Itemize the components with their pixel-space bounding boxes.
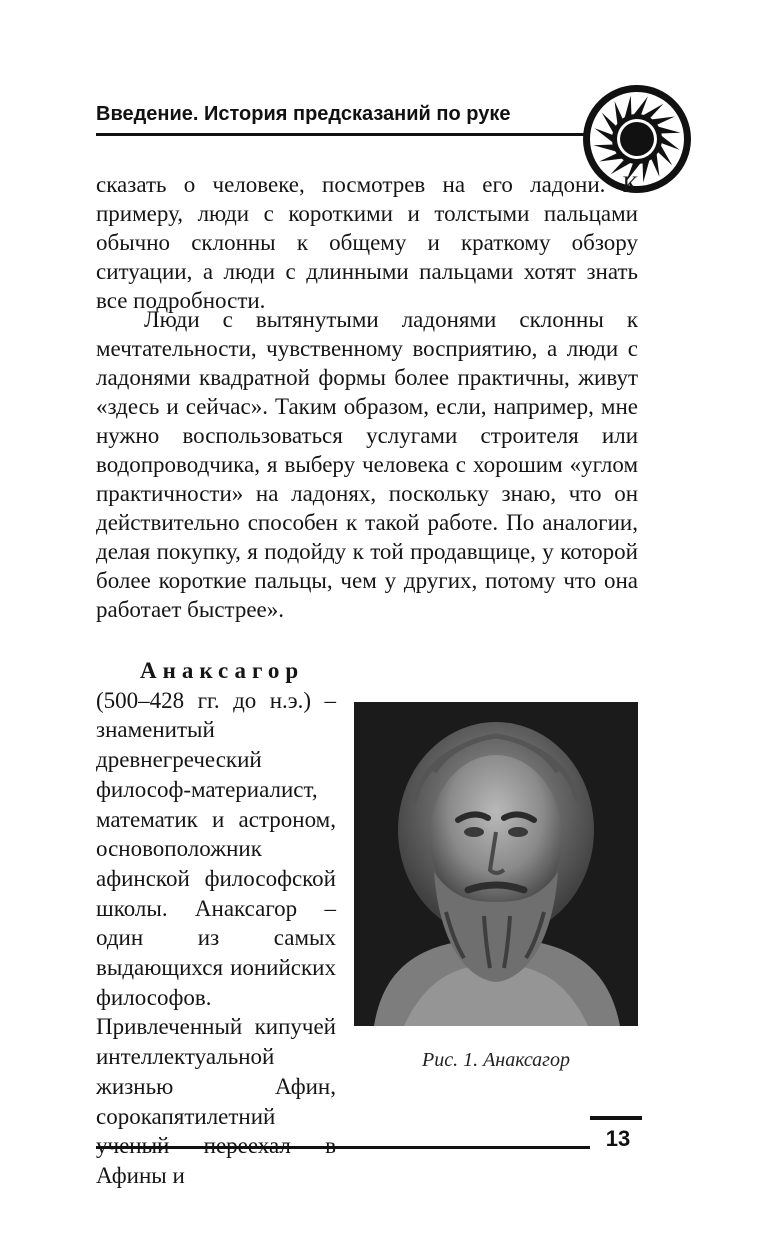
sidebar-name: Анаксагор (140, 658, 305, 683)
sidebar-text: (500–428 гг. до н.э.) – знаменитый древнегреческий философ-материалист, математик и астроном, основоположник афинской философской школы. Анаксагор – один из самых выдающихся ионийских философов. Привлеченный кипучей интеллектуальной жизнью Афин, сорокапятилетний Афины и (96, 687, 336, 1188)
footer-rule (96, 1146, 590, 1149)
body-paragraph-2: Люди с вытянутыми ладонями склонны к мечтательности, чувственному восприятию, а люди с ладонями квадратной формы более практичны, живут «здесь и сейчас». Таким образом, если, например, мне нужно воспользоваться услугами строителя или водопроводчика, я выберу человека с хорошим «углом практичности» на ладонях, поскольку знаю, что он действительно способен к такой работе. По аналогии, делая покупку, я подойду к той продавщице, у которой более короткие пальцы, чем у других, потому что она работает быстрее». (96, 307, 638, 622)
body-paragraph-1: сказать о человеке, посмотрев на его ладони. К примеру, люди с короткими и толстыми пальцами обычно склонны к общему и краткому обзору ситуации, а люди с длинными пальцами хотят знать все подробности. (96, 172, 638, 313)
header-rule (96, 133, 590, 136)
running-header-title: Введение. История предсказаний по руке (96, 103, 511, 125)
page-number-rule (590, 1116, 642, 1120)
sidebar-biography (96, 656, 336, 1191)
figure-caption: Рис. 1. Анаксагор (422, 1049, 570, 1071)
anaxagoras-bust-image (354, 702, 638, 1026)
page-number: 13 (605, 1126, 631, 1151)
